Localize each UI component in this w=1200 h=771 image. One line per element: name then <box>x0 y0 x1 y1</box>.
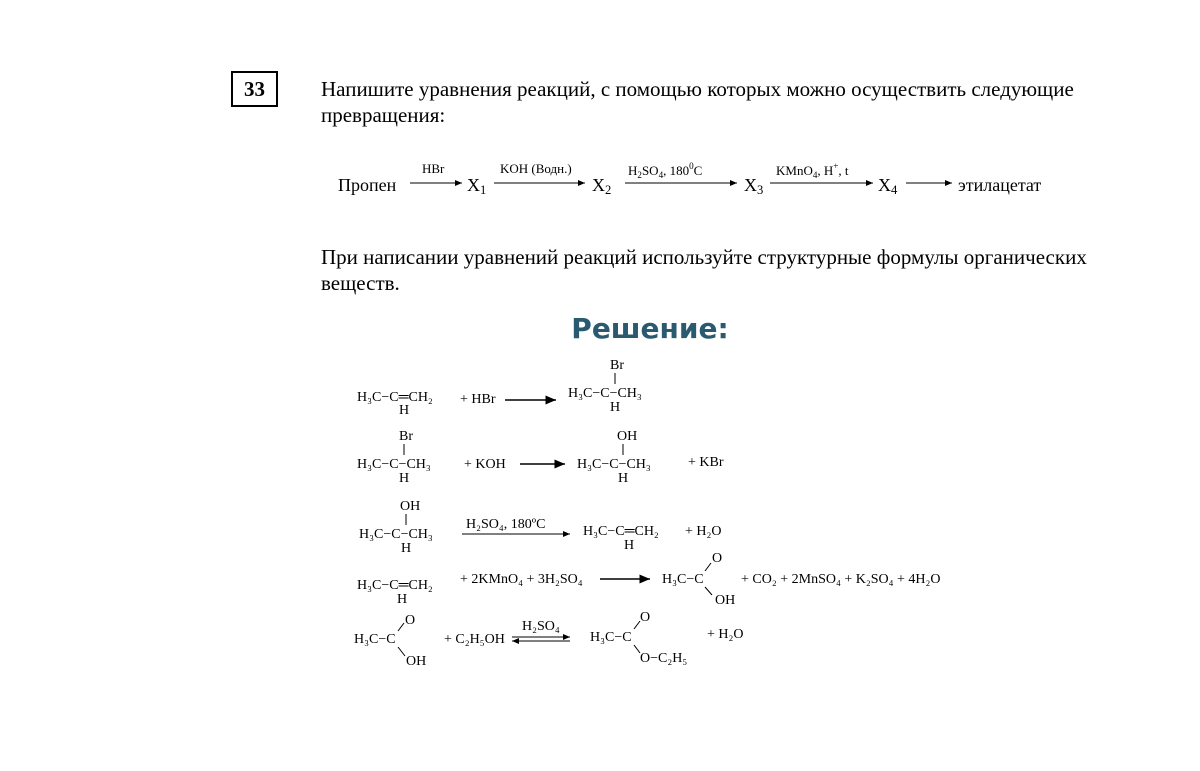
r2-product-h: H <box>618 471 629 486</box>
r1-reactant-h: H <box>399 403 410 418</box>
r3-reactant: H₃C−C−CH₃ <box>359 527 433 542</box>
r5-bond-co <box>398 623 404 631</box>
r5-reagent: + C₂H₅OH <box>444 632 505 647</box>
r3-product-h: H <box>624 538 635 553</box>
r5-product-ester: O−C₂H₅ <box>640 651 688 666</box>
r3-byproduct: + H₂O <box>685 524 722 539</box>
r4-reagents: + 2KMnO₄ + 3H₂SO₄ <box>460 572 583 587</box>
r3-product: H₃C−C═CH₂ <box>583 524 659 539</box>
r2-reagent: + KOH <box>464 457 506 472</box>
chain-x3: $X_3$ <box>744 175 764 197</box>
r1-reagent: + HBr <box>460 392 496 407</box>
r1-product: H₃C−C−CH₃ <box>568 386 642 401</box>
r2-product: H₃C−C−CH₃ <box>577 457 651 472</box>
r5-reactant-o: O <box>405 613 416 628</box>
r2-reactant-h: H <box>399 471 410 486</box>
r1-product-br: Br <box>610 358 624 373</box>
chain-start: Пропен <box>338 175 397 195</box>
chain-x1: $X_1$ <box>467 175 487 197</box>
r5-reactant-oh: OH <box>406 654 427 669</box>
r3-reactant-h: H <box>401 541 412 556</box>
r3-reactant-oh: OH <box>400 499 421 514</box>
r3-condition: H₂SO₄, 180ºC <box>466 517 546 532</box>
chain-end: этилацетат <box>958 175 1042 195</box>
r5-bond-coh <box>398 647 405 656</box>
r4-product-oh: OH <box>715 593 736 608</box>
r5-reactant: H₃C−C <box>354 632 396 647</box>
r4-product-o: O <box>712 551 723 566</box>
r4-byproducts: + CO₂ + 2MnSO₄ + K₂SO₄ + 4H₂O <box>741 572 941 587</box>
r4-bond-coh <box>705 587 712 595</box>
r4-bond-co <box>705 563 711 571</box>
r4-product: H₃C−C <box>662 572 704 587</box>
r2-reactant: H₃C−C−CH₃ <box>357 457 431 472</box>
solution-title: Решение: <box>571 312 729 345</box>
r5-byproduct: + H₂O <box>707 627 744 642</box>
r1-product-h: H <box>610 400 621 415</box>
r5-product: H₃C−C <box>590 630 632 645</box>
r4-reactant: H₃C−C═CH₂ <box>357 578 433 593</box>
chain-x2: $X_2$ <box>592 175 612 197</box>
r2-product-oh: OH <box>617 429 638 444</box>
r5-product-o: O <box>640 610 651 625</box>
r5-condition: H₂SO₄ <box>522 619 560 634</box>
r1-reactant: H₃C−C═CH₂ <box>357 390 433 405</box>
r2-byproduct: + KBr <box>688 455 724 470</box>
chain-cond-2: KOH (Водн.) <box>500 161 572 176</box>
task-prompt: Напишите уравнения реакций, с помощью которых можно осуществить следующие превращения: <box>321 77 1074 127</box>
task-number: 33 <box>231 71 278 107</box>
chain-x4: $X_4$ <box>878 175 898 197</box>
chain-cond-3: $H_2SO_4$, $180^0C$ <box>628 161 703 180</box>
chain-cond-4: KMnO$_4$, H+, t <box>776 161 849 180</box>
task-note: При написании уравнений реакций используйте структурные формулы органических веществ. <box>321 245 1087 295</box>
chain-cond-1: HBr <box>422 161 445 176</box>
r4-reactant-h: H <box>397 592 408 607</box>
r2-reactant-br: Br <box>399 429 413 444</box>
